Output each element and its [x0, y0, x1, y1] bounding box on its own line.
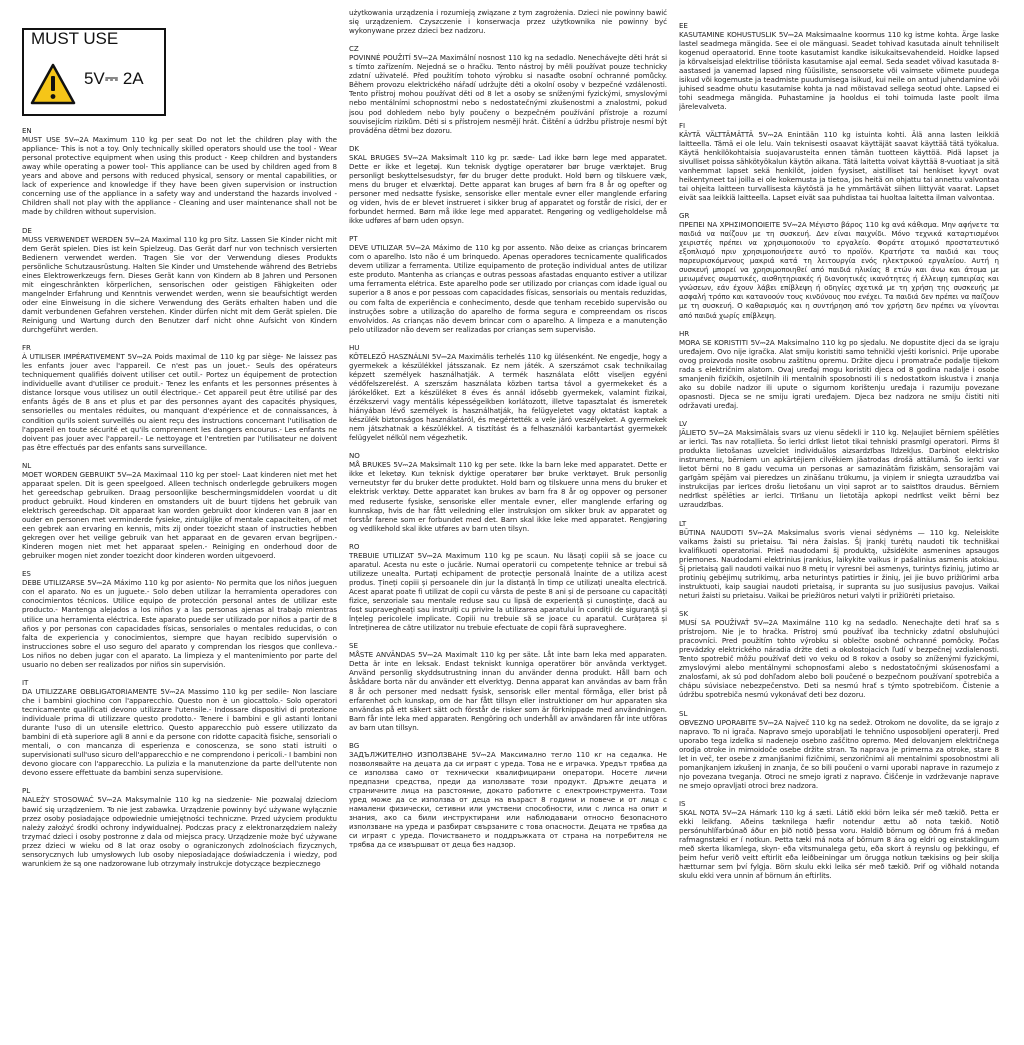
language-code: RO: [349, 541, 360, 551]
language-code: DK: [349, 143, 360, 153]
language-code: ES: [22, 569, 31, 579]
section-body: TREBUIE UTILIZAT 5V⎓2A Maximum 110 kg pe scaun. Nu lăsați copiii să se joace cu aparatul. Acesta nu este o jucărie. Numai operatorii cu competențe tehnice ar trebui să utilizeze unealta. Purtați echipament de protecție personală înainte de a utiliza acest produs. Țineți copiii și persoanele din jur la distanță în timp ce utilizați unealta electrică. Acest aparat poate fi utilizat de copii cu vârsta de peste 8 ani și de persoane cu capacități fizice, senzoriale sau mentale reduse sau cu lipsă de experiență și cunoștințe, dacă au fost supravegheați sau instruiți cu privire la utilizarea aparatului în condiții de siguranță și înțeleg pericolele implicate. Copiii nu trebuie să se joace cu aparatul. Curățarea și întreținerea de către utilizator nu trebuie efectuate de copii fără supraveghere.: [349, 550, 667, 633]
column-1-sections: [22, 126, 337, 868]
section-body: SKAL BRUGES 5V⎓2A Maksimalt 110 kg pr. sæde- Lad ikke børn lege med apparatet. Dette er ikke et legetøj. Kun teknisk dygtige operatører bør bruge værktøjet. Brug personligt beskyttelsesudstyr, før du bruger dette produkt. Hold børn og tilskuere væk, mens du bruger et elværktøj. Dette apparat kan bruges af børn fra 8 år og opefter og personer med nedsatte fysiske, sensoriske eller mentale evner eller manglende erfaring og viden, hvis de er blevet instrueret i sikker brug af apparatet og forstår de risici, der er forbundet hermed. Børn må ikke lege med apparatet. Rengøring og vedligeholdelse må ikke udføres af børn uden opsyn.: [349, 152, 667, 226]
language-section: [679, 211, 999, 320]
column-1: [22, 0, 337, 1024]
language-code: FR: [22, 343, 31, 353]
language-code: PT: [349, 234, 358, 244]
section-continuation: użytkowania urządzenia i rozumieją związane z tym zagrożenia. Dzieci nie powinny bawić się urządzeniem. Czyszczenie i konserwacja przez użytkownika nie powinny być wykonywane przez dzieci bez nadzoru.: [349, 8, 667, 36]
section-body: BŪTINA NAUDOTI 5V⎓2A Maksimalus svoris vienai sėdynėms — 110 kg. Neleiskite vaikams žaisti su prietaisu. Tai nėra žaislas. Šį įrankį turėtų naudoti tik techniškai kvalifikuoti operatoriai. Prieš naudodami šį produktą, užsidėkite asmenines apsaugos priemones. Naudodami elektrinius įrankius, laikykite vaikus ir pašalinius asmenis atokiau. Šį prietaisą gali naudoti vaikai nuo 8 metų ir vyresni bei asmenys, turintys fizinių, jutimo ar protinių gebėjimų sutrikimų, arba neturintys patirties ir žinių, jei jie buvo prižiūrimi arba instruktuoti, kaip saugiai naudoti prietaisą, ir supranta su juo susijusius pavojus. Vaikai neturi žaisti su prietaisu. Vaikai be priežiūros neturi valyti ir prižiūrėti prietaiso.: [679, 527, 999, 600]
section-body: MÅ BRUKES 5V⎓2A Maksimalt 110 kg per sete. Ikke la barn leke med apparatet. Dette er ikke et leketøy. Kun teknisk dyktige operatører bør bruke verktøyet. Bruk personlig verneutstyr før du bruker dette produktet. Hold barn og tilskuere unna mens du bruker et elektrisk verktøy. Dette apparatet kan brukes av barn fra 8 år og oppover og personer med reduserte fysiske, sensoriske eller mentale evner, eller manglende erfaring og kunnskap, hvis de har fått veiledning eller instruksjon om sikker bruk av apparatet og forstår farene som er forbundet med det. Barn skal ikke leke med apparatet. Rengjøring og vedlikehold skal ikke utføres av barn uten tilsyn.: [349, 460, 667, 533]
language-code: EE: [679, 21, 688, 30]
warning-title: MUST USE: [31, 29, 119, 48]
language-section: [679, 419, 999, 509]
section-body: DEBE UTILIZARSE 5V⎓2A Máximo 110 kg por asiento- No permita que los niños jueguen con el aparato. No es un juguete.- Solo deben utilizar la herramienta operadores con conocimientos técnicos. Utilice equipo de protección personal antes de utilizar este producto.- Mantenga alejados a los niños y a las personas ajenas al trabajo mientras utilice una herramienta eléctrica. Este aparato puede ser utilizado por niños a partir de 8 años y por personas con capacidades físicas, sensoriales o mentales reducidas, o con falta de experiencia y conocimientos, siempre que hayan recibido supervisión o instrucciones sobre el uso seguro del aparato y comprendan los riesgos que conlleva.- Los niños no deben jugar con el aparato. La limpieza y el mantenimiento por parte del usuario no deben ser realizados por niños sin supervisión.: [22, 578, 337, 669]
language-section: [22, 226, 337, 335]
language-code: SK: [679, 609, 689, 619]
column-2: [349, 8, 667, 1032]
section-body: ЗАДЪЛЖИТЕЛНО ИЗПОЛЗВАНЕ 5V⎓2A Максимално тегло 110 кг на седалка. Не позволявайте на децата да си играят с уреда. Това не е играчка. Уредът трябва да се използва само от технически квалифицирани оператори. Носете лични предпазни средства, преди да използвате този продукт. Дръжте децата и страничните лица на разстояние, докато работите с електроинструмента. Този уред може да се използва от деца на възраст 8 години и повече и от лица с намалени физически, сетивни или умствени способности, или с липса на опит и знания, ако са били инструктирани или наблюдавани относно безопасното използване на уреда и разбират свързаните с това опасности. Децата не трябва да си играят с уреда. Почистването и поддръжката от страна на потребителя не трябва да се извършват от деца без надзор.: [349, 749, 667, 850]
language-section: [22, 678, 337, 778]
section-body: MÅSTE ANVÄNDAS 5V⎓2A Maximalt 110 kg per säte. Låt inte barn leka med apparaten. Detta är inte en leksak. Endast tekniskt kunniga operatörer bör använda verktyget. Använd personlig skyddsutrustning innan du använder denna produkt. Håll barn och åskådare borta när du använder ett elverktyg. Denna apparat kan användas av barn från 8 år och personer med nedsatt fysisk, sensorisk eller mental förmåga, eller brist på erfarenhet och kunskap, om de har fått tillsyn eller instruktioner om hur apparaten ska användas på ett säkert sätt och förstår de risker som är förknippade med användningen. Barn får inte leka med apparaten. Rengöring och underhåll av användaren får inte utföras av barn utan tillsyn.: [349, 650, 667, 732]
section-body: OBVEZNO UPORABITE 5V⎓2A Največ 110 kg na sedež. Otrokom ne dovolite, da se igrajo z napravo. To ni igrača. Napravo smejo uporabljati le tehnično usposobljeni operaterji. Pred uporabo tega izdelka si nadenejo osebno zaščitno opremo. Med delovanjem električnega orodja otroke in mimoidoče osebe držite stran. Ta naprava je primerna za otroke, stare 8 let in več, ter osebe z zmanjšanimi fizičnimi, senzoričnimi ali mentalnimi sposobnostmi ali pomanjkanjem izkušenj in znanja, če so bili poučeni o varni uporabi naprave in razumejo z njo povezana tveganja. Otroci ne smejo igrati z napravo. Čiščenje in vzdrževanje naprave ne smejo opravljati otroci brez nadzora.: [679, 717, 999, 790]
language-section: [349, 542, 667, 632]
language-section: [22, 569, 337, 669]
language-section: [22, 343, 337, 452]
section-body: MUST USE 5V⎓2A Maximum 110 kg per seat Do not let the children play with the appliance- This is not a toy. Only technically skilled operators should use the tool - Wear personal protective equipment when using this product - Keep children and bystanders away while operating a power tool- This appliance can be used by children aged from 8 years and above and persons with reduced physical, sensory or mental capabilities, or lack of experience and knowledge if they have been given supervision or instruction concerning use of the appliance in a safety way and understand the hazards involved - Children shall not play with the appliance - Cleaning and user maintenance shall not be made by children without supervision.: [22, 135, 337, 217]
language-section: [679, 709, 999, 790]
warning-triangle-icon: [30, 63, 76, 105]
language-code: PL: [22, 786, 31, 796]
language-section: [349, 343, 667, 443]
language-code: SE: [349, 641, 358, 651]
language-code: DE: [22, 225, 32, 235]
language-code: FI: [679, 120, 686, 130]
section-body: MUSS VERWENDET WERDEN 5V⎓2A Maximal 110 kg pro Sitz. Lassen Sie Kinder nicht mit dem Gerät spielen. Dies ist kein Spielzeug. Das Gerät darf nur von technisch versierten Bedienern verwendet werden. Tragen Sie vor der Verwendung dieses Produkts persönliche Schutzausrüstung. Halten Sie Kinder und Umstehende während des Betriebs eines Elektrowerkzeugs fern. Dieses Gerät kann von Kindern ab 8 Jahren und Personen mit eingeschränkten körperlichen, sensorischen oder geistigen Fähigkeiten oder mangelnder Erfahrung und Kenntnis verwendet werden, wenn sie beaufsichtigt werden oder eine Einweisung in die sichere Verwendung des Geräts erhalten haben und die damit verbundenen Gefahren verstehen. Kinder dürfen nicht mit dem Gerät spielen. Die Reinigung und Wartung durch den Benutzer darf nicht ohne Aufsicht von Kindern durchgeführt werden.: [22, 234, 337, 335]
section-body: KASUTAMINE KOHUSTUSLIK 5V⎓2A Maksimaalne koormus 110 kg istme kohta. Ärge laske lastel seadmega mängida. See ei ole mänguasi. Seadet tohivad kasutada ainult tehniliselt kogenud operaatorid. Enne toote kasutamist kandke isikukaitsevahendeid. Hoidke lapsed ja kõrvalseisjad elektrilise tööriista kasutamise ajal eemal. Seda seadet võivad kasutada 8-aastased ja vanemad lapsed ning füüsiliste, sensoorsete või vaimsete võimete puudega isikud või kogemuste ja teadmiste puudumisega isikud, kui neile on antud juhendamine või juhised seadme ohutu kasutamise kohta ja nad mõistavad sellega seotud ohte. Lapsed ei tohi seadmega mängida. Puhastamine ja hooldus ei tohi toimuda laste poolt ilma järelevalveta.: [679, 30, 999, 112]
column-3-sections: [679, 21, 999, 880]
section-body: NALEŻY STOSOWAĆ 5V⎓2A Maksymalnie 110 kg na siedzenie- Nie pozwalaj dzieciom bawić się urządzeniem. To nie jest zabawka. Urządzenie powinny być używane wyłącznie przez osoby posiadające odpowiednie umiejętności techniczne. Przed użyciem produktu należy założyć środki ochrony indywidualnej. Podczas pracy z elektronarzędziem należy trzymać dzieci i osoby postronne z dala od miejsca pracy. Urządzenie może być używane przez dzieci w wieku od 8 lat oraz osoby o ograniczonych zdolnościach fizycznych, sensorycznych lub umysłowych lub osoby nieposiadające doświadczenia i wiedzy, pod warunkiem że są one nadzorowane lub otrzymały instrukcje dotyczące bezpiecznego: [22, 795, 337, 868]
language-section: [349, 234, 667, 334]
language-section: [679, 121, 999, 202]
language-section: [679, 329, 999, 410]
section-body: MUSÍ SA POUŽÍVAŤ 5V⎓2A Maximálne 110 kg na sedadlo. Nenechajte deti hrať sa s prístrojom. Nie je to hračka. Prístroj smú používať iba technicky zdatní obsluhujúci pracovníci. Pred použitím tohto výrobku si oblečte osobné ochranné pomôcky. Počas prevádzky elektrického náradia držte deti a okolostojacich ľudí v bezpečnej vzdialenosti. Tento spotrebič môžu používať deti vo veku od 8 rokov a osoby so zníženými fyzickými, zmyslovými alebo mentálnymi schopnosťami alebo s nedostatočnými skúsenosťami a znalosťami, ak sú pod dohľadom alebo boli poučené o bezpečnom používaní spotrebiča a chápu súvisiace nebezpečenstvo. Deti sa nesmú hrať s týmto spotrebičom. Čistenie a údržbu spotrebiča nesmú vykonávať deti bez dozoru.: [679, 618, 999, 700]
section-body: POVINNÉ POUŽITÍ 5V⎓2A Maximální nosnost 110 kg na sedadlo. Nenechávejte děti hrát si s tímto zařízením. Nejedná se o hračku. Tento nástroj by měli používat pouze technicky zdatní uživatelé. Před použitím tohoto výrobku si nasaďte osobní ochranné pomůcky. Během provozu elektrického nářadí udržujte děti a okolní osoby v bezpečné vzdálenosti. Tento přístroj mohou používat děti od 8 let a osoby se sníženými fyzickými, smyslovými nebo mentálními schopnostmi nebo s nedostatečnými zkušenostmi a znalostmi, pokud jsou pod dohledem nebo byly poučeny o bezpečném používání přístroje a rozumí souvisejícím rizikům. Děti si s přístrojem nesmějí hrát. Čištění a údržbu přístroje nesmí být prováděna dětmi bez dozoru.: [349, 53, 667, 135]
section-body: ΠΡΕΠΕΙ ΝΑ ΧΡΗΣΙΜΟΠΟΙΕΙΤΕ 5V⎓2A Μέγιστο βάρος 110 kg ανά κάθισμα. Μην αφήνετε τα παιδιά να παίζουν με τη συσκευή. Δεν είναι παιχνίδι. Μόνο τεχνικά καταρτισμένοι χειριστές πρέπει να χρησιμοποιούν το εργαλείο. Φοράτε ατομικό προστατευτικό εξοπλισμό πριν χρησιμοποιήσετε αυτό το προϊόν. Κρατήστε τα παιδιά και τους παρευρισκόμενους μακριά κατά τη λειτουργία ενός ηλεκτρικού εργαλείου. Αυτή η συσκευή μπορεί να χρησιμοποιηθεί από παιδιά ηλικίας 8 ετών και άνω και άτομα με μειωμένες σωματικές, αισθητηριακές ή διανοητικές ικανότητες ή έλλειψη εμπειρίας και γνώσεων, εάν έχουν λάβει επίβλεψη ή οδηγίες σχετικά με τη χρήση της συσκευής με ασφαλή τρόπο και κατανοούν τους κινδύνους που ενέχει. Τα παιδιά δεν πρέπει να παίζουν με τη συσκευή. Ο καθαρισμός και η συντήρηση από τον χρήστη δεν πρέπει να γίνονται από παιδιά χωρίς επίβλεψη.: [679, 220, 999, 320]
section-body: JĀLIETO 5V⎓2A Maksimālais svars uz vienu sēdekli ir 110 kg. Neļaujiet bērniem spēlēties ar ierīci. Tas nav rotaļlieta. Šo ierīci drīkst lietot tikai tehniski prasmīgi operatori. Pirms šī produkta lietošanas uzvelciet individuālos aizsardzības līdzekļus. Darbinot elektrisko instrumentu, bērniem un apkārtējiem cilvēkiem jāatrodas drošā attālumā. Šo ierīci var lietot bērni no 8 gadu vecuma un personas ar samazinātām fiziskām, sensorajām vai garīgām spējām vai pieredzes un zināšanu trūkumu, ja viņiem ir sniegta uzraudzība vai instrukcijas par ierīces drošu lietošanu un viņi saprot ar to saistītos draudus. Bērniem nedrīkst spēlēties ar ierīci. Tīrīšanu un lietotāja apkopi nedrīkst veikt bērni bez uzraudzības.: [679, 428, 999, 510]
warning-label: [22, 28, 166, 116]
language-section: [349, 451, 667, 532]
warning-spec: 5V⎓ 2A: [84, 69, 144, 88]
language-section: [679, 799, 999, 880]
language-section: [679, 519, 999, 600]
language-section: [349, 641, 667, 731]
language-code: HR: [679, 328, 690, 338]
language-section: [349, 44, 667, 134]
section-body: À UTILISER IMPÉRATIVEMENT 5V⎓2A Poids maximal de 110 kg par siège- Ne laissez pas les enfants jouer avec l'appareil. Ce n'est pas un jouet.- Seuls des opérateurs techniquement qualifiés doivent utiliser cet outil.- Portez un équipement de protection individuelle avant d'utiliser ce produit.- Tenez les enfants et les personnes présentes à distance lorsque vous utilisez un outil électrique.- Cet appareil peut être utilisé par des enfants âgés de 8 ans et plus et par des personnes ayant des capacités physiques, sensorielles ou mentales réduites, ou manquant d'expérience et de connaissances, à condition qu'ils soient surveillés ou aient reçu des instructions concernant l'utilisation de l'appareil en toute sécurité et qu'ils comprennent les dangers encourus.- Les enfants ne doivent pas jouer avec l'appareil.- Le nettoyage et l'entretien par l'utilisateur ne doivent pas être effectués par des enfants sans surveillance.: [22, 352, 337, 452]
section-body: MOET WORDEN GEBRUIKT 5V⎓2A Maximaal 110 kg per stoel- Laat kinderen niet met het apparaat spelen. Dit is geen speelgoed. Alleen technisch onderlegde gebruikers mogen het gereedschap gebruiken. Draag persoonlijke beschermingsmiddelen voordat u dit product gebruikt. Houd kinderen en omstanders uit de buurt tijdens het gebruik van elektrisch gereedschap. Dit apparaat kan worden gebruikt door kinderen van 8 jaar en ouder en personen met verminderde fysieke, zintuiglijke of mentale capaciteiten, of met een gebrek aan ervaring en kennis, mits zij onder toezicht staan of instructies hebben gekregen over het veilige gebruik van het apparaat en de gevaren ervan begrijpen.- Kinderen mogen niet met het apparaat spelen.- Reiniging en onderhoud door de gebruiker mogen niet zonder toezicht door kinderen worden uitgevoerd.: [22, 469, 337, 561]
language-code: LT: [679, 518, 687, 528]
column-3: [679, 21, 999, 1045]
language-code: EN: [22, 126, 32, 135]
column-2-sections: [349, 8, 667, 849]
language-section: [22, 126, 337, 216]
language-code: IT: [22, 677, 29, 687]
language-code: IS: [679, 799, 686, 809]
language-section: [679, 609, 999, 699]
section-body: KÄYTÄ VÄLTTÄMÄTTÄ 5V⎓2A Enintään 110 kg istuinta kohti. Älä anna lasten leikkiä laitteella. Tämä ei ole lelu. Vain teknisesti osaavat käyttäjät saavat käyttää tätä työkalua. Käytä henkilökohtaisia suojavarusteita ennen tämän tuotteen käyttöä. Pidä lapset ja sivulliset poissa sähkötyökalun käytön aikana. Tätä laitetta voivat käyttää 8-vuotiaat ja sitä vanhemmat lapset sekä henkilöt, joiden fyysiset, aistilliset tai henkiset kyvyt ovat heikentyneet tai joilla ei ole kokemusta ja tietoa, jos heitä on ohjattu tai annettu valvontaa tai ohjeita laitteen turvallisesta käytöstä ja he ymmärtävät siihen liittyvät vaarat. Lapset eivät saa leikkiä laitteella. Lapset eivät saa puhdistaa tai huoltaa laitetta ilman valvontaa.: [679, 129, 999, 202]
language-section: [679, 21, 999, 111]
language-section: [22, 786, 337, 867]
language-section: [22, 461, 337, 561]
language-code: CZ: [349, 44, 359, 54]
language-code: LV: [679, 419, 687, 429]
section-body: DA UTILIZZARE OBBLIGATORIAMENTE 5V⎓2A Massimo 110 kg per sedile- Non lasciare che i bambini giochino con l'apparecchio. Questo non è un giocattolo.- Solo operatori tecnicamente qualificati devono utilizzare l'utensile.- Indossare dispositivi di protezione individuale prima di utilizzare questo prodotto.- Tenere i bambini e gli astanti lontani durante l'uso di un utensile elettrico. Questo apparecchio può essere utilizzato da bambini di età superiore agli 8 anni e da persone con ridotte capacità fisiche, sensoriali o mentali, o con mancanza di esperienza e conoscenza, se sono stati istruiti o supervisionati sull'uso sicuro dell'apparecchio e ne comprendono i pericoli.- I bambini non devono giocare con l'apparecchio. La pulizia e la manutenzione da parte dell'utente non devono essere effettuate da bambini senza supervisione.: [22, 686, 337, 778]
language-code: NL: [22, 460, 32, 470]
language-code: NO: [349, 451, 360, 461]
language-code: BG: [349, 740, 360, 750]
language-section: [349, 741, 667, 850]
language-code: GR: [679, 210, 690, 220]
section-body: KÖTELEZŐ HASZNÁLNI 5V⎓2A Maximális terhelés 110 kg ülésenként. Ne engedje, hogy a gyermekek a készülékkel játsszanak. Ez nem játék. A szerszámot csak technikailag képzett személyek használhatják. A termék használata előtt viseljen egyéni védőfelszerelést. A szerszám használata közben tartsa távol a gyermekeket és a járókelőket. Ezt a készüléket 8 éves és annál idősebb gyermekek, valamint fizikai, érzékszervi vagy mentális képességeikben korlátozott, illetve tapasztalat és ismeretek hiányában lévő személyek is használhatják, ha felügyeletet vagy oktatást kaptak a készülék biztonságos használatáról, és megértették a vele járó veszélyeket. A gyermekek nem játszhatnak a készülékkel. A tisztítást és a felhasználói karbantartást gyermekek felügyelet nélkül nem végezhetik.: [349, 351, 667, 443]
section-body: DEVE UTILIZAR 5V⎓2A Máximo de 110 kg por assento. Não deixe as crianças brincarem com o aparelho. Isto não é um brinquedo. Apenas operadores tecnicamente qualificados devem utilizar a ferramenta. Utilize equipamento de proteção individual antes de utilizar este produto. Mantenha as crianças e outras pessoas afastadas enquanto estiver a utilizar uma ferramenta elétrica. Este aparelho pode ser utilizado por crianças com idade igual ou superior a 8 anos e por pessoas com capacidades físicas, sensoriais ou mentais reduzidas, ou com falta de experiência e conhecimento, desde que tenham recebido supervisão ou instruções sobre a utilização do aparelho de forma segura e compreendam os riscos envolvidos. As crianças não devem brincar com o aparelho. A limpeza e a manutenção pelo utilizador não devem ser realizadas por crianças sem supervisão.: [349, 243, 667, 334]
language-code: HU: [349, 342, 360, 352]
section-body: MORA SE KORISTITI 5V⎓2A Maksimalno 110 kg po sjedalu. Ne dopustite djeci da se igraju uređajem. Ovo nije igračka. Alat smiju koristiti samo tehnički vješti korisnici. Prije uporabe ovog proizvoda nosite osobnu zaštitnu opremu. Držite djecu i promatrače podalje tijekom rada s električnim alatom. Ovaj uređaj mogu koristiti djeca od 8 godina nadalje i osobe smanjenih fizičkih, osjetilnih ili mentalnih sposobnosti ili s nedostatkom iskustva i znanja ako su dobile nadzor ili upute o sigurnom korištenju uređaja i razumiju povezane opasnosti. Djeca se ne smiju igrati uređajem. Djeca bez nadzora ne smiju čistiti niti održavati uređaj.: [679, 337, 999, 410]
language-section: [349, 144, 667, 225]
section-body: SKAL NOTA 5V⎓2A Hámark 110 kg á sæti. Látið ekki börn leika sér með tækið. Þetta er ekki leikfang. Aðeins tæknilega hæfir notendur ættu að nota tækið. Notið persónuhlífarbúnað áður en þið notið þessa voru. Haldið börnum og öðrum frá á meðan rafmagnstæki er í notkun. Þetta tæki má nota af börnum 8 ára og eldri og einstaklingum með skerta líkamlega, skyn- eða vitsmunalega getu, eða skort á reynslu og þekkingu, ef þeim hefur verið veitt eftirlit eða leiðbeiningar um örugga notkun tækisins og þeir skilja hætturnar sem því fylgja. Börn skulu ekki leika sér með tækið. Þrif og viðhald notanda skulu ekki vera unnin af börnum án eftirlits.: [679, 808, 999, 881]
language-code: SL: [679, 708, 688, 718]
